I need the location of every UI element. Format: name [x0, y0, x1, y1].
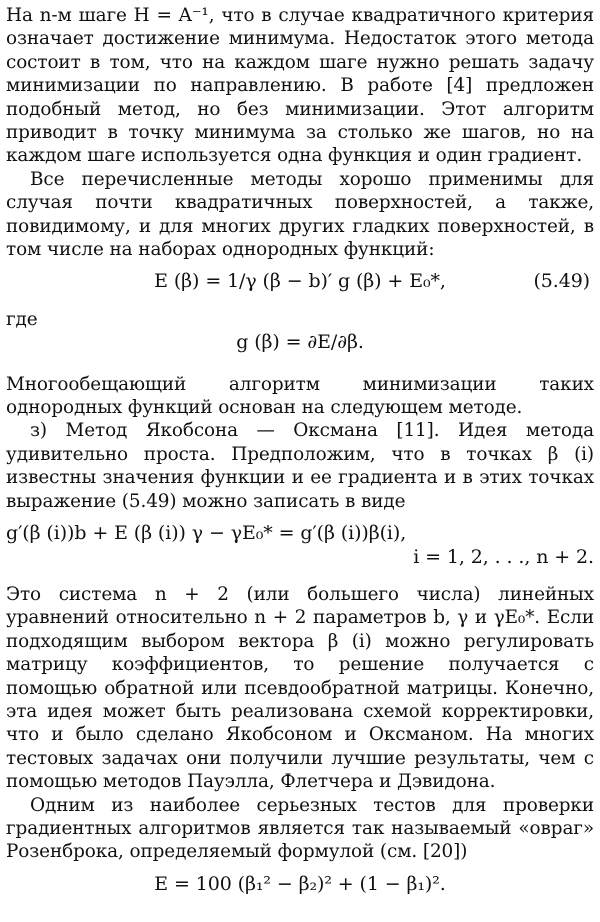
where-label: где: [6, 308, 38, 330]
equation-5-49-body: E (β) = 1/γ (β − b)′ g (β) + E₀*,: [154, 270, 446, 293]
paragraph-6: Одним из наиболее серьезных тестов для проверки градиентных алгоритмов является так называемый «овраг» Розенброка, определяемый формулой (см. [20]): [6, 794, 594, 863]
linear-system-line-2: i = 1, 2, . . ., n + 2.: [413, 545, 594, 568]
paragraph-5: Это система n + 2 (или большего числа) линейных уравнений относительно n + 2 параметров b, γ и γE₀*. Если подходящим выбором вектора β (i) можно регулировать матрицу коэффициентов, то решение получается с помощью обратной или псевдообратной матрицы. Конечно, эта идея может быть реализована схемой корректировки, что и было сделано Якобсоном и Оксманом. На многих тестовых задачах они получили лучшие результаты, чем с помощью методов Пауэлла, Флетчера и Дэвидона.: [6, 583, 594, 793]
rosenbrock-equation: E = 100 (β₁² − β₂)² + (1 − β₁)².: [154, 872, 446, 895]
equation-number: (5.49): [533, 270, 590, 293]
paragraph-4: з) Метод Якобсона — Оксмана [11]. Идея метода удивительно проста. Предположим, что в точках β (i) известны значения функции и ее градиента и в этих точках выражение (5.49) можно записать в виде: [6, 420, 594, 512]
gradient-definition-equation: g (β) = ∂E/∂β.: [236, 331, 364, 354]
linear-system-line-1: g′(β (i))b + E (β (i)) γ − γE₀* = g′(β (i))β(i),: [6, 522, 407, 545]
paragraph-2: Все перечисленные методы хорошо применимы для случая почти квадратичных поверхностей, а также, повидимому, и для многих других гладких поверхностей, в том числе на наборах однородных функций:: [6, 168, 594, 261]
paragraph-1: На n-м шаге H = A⁻¹, что в случае квадратичного критерия означает достижение минимума. Недостаток этого метода состоит в том, что на каждом шаге нужно решать задачу минимизации по направлению. В работе [4] предложен подобный метод, но без минимизации. Этот алгоритм приводит в точку минимума за столько же шагов, но на каждом шаге используется одна функция и один градиент.: [6, 5, 594, 167]
equation-5-49: [6, 270, 594, 293]
paragraph-3: Многообещающий алгоритм минимизации таких однородных функций основан на следующем методе.: [6, 373, 594, 419]
linear-system-equation: [6, 522, 594, 569]
